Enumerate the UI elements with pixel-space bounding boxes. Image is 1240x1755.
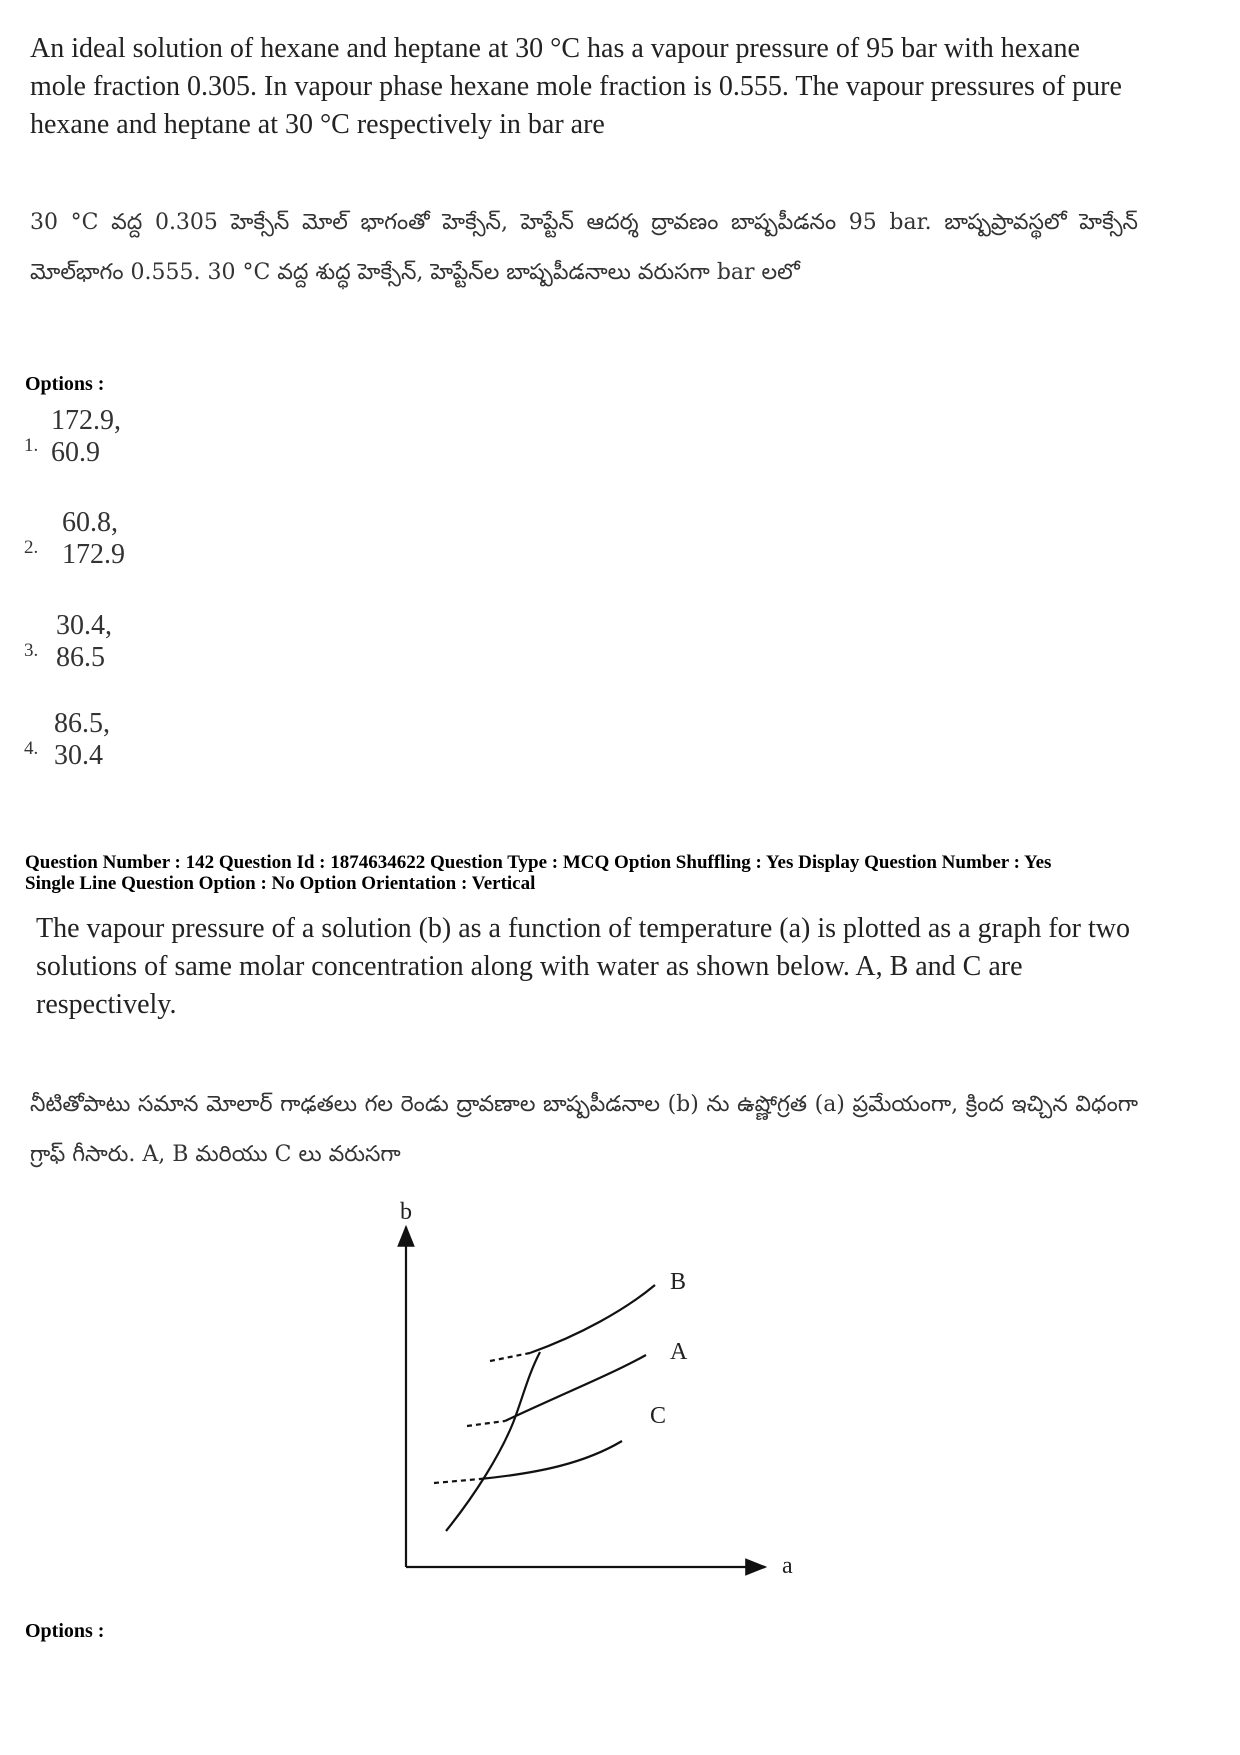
curve-label-c: C [650, 1403, 667, 1429]
vapour-pressure-graph [380, 1195, 820, 1585]
curve-c-dashed-extension [434, 1479, 480, 1483]
x-axis-label: a [782, 1553, 793, 1579]
option-number: 2. [24, 537, 39, 558]
curve-a-dashed-extension [467, 1421, 505, 1426]
option-number: 4. [24, 738, 39, 759]
meta-line-2: Single Line Question Option : No Option Orientation : Vertical [25, 873, 536, 894]
option-number: 3. [24, 640, 39, 661]
option-value: 30.4, 86.5 [56, 610, 112, 673]
curve-label-b: B [670, 1269, 687, 1295]
question-141-text-te: 30 °C వద్ద 0.305 హెక్సేన్ మోల్ భాగంతో హెక్సేన్, హెప్టేన్ ఆదర్శ ద్రావణం బాష్పపీడనం 95 bar. బాష్పప్రావస్థలో హెక్సేన్ మోల్‌భాగం 0.555. 30 °C వద్ద శుద్ధ హెక్సేన్, హెప్టేన్‌ల బాష్పపీడనాలు వరుసగా bar లలో [30, 210, 1138, 285]
option-number: 1. [24, 435, 39, 456]
option-value: 86.5, 30.4 [54, 708, 110, 771]
question-141-text-en: An ideal solution of hexane and heptane at 30 °C has a vapour pressure of 95 bar with hexane mole fraction 0.305. In vapour phase hexane mole fraction is 0.555. The vapour pressures of pure hexane and heptane at 30 °C respectively in bar are [30, 33, 1122, 140]
options-label-142: Options : [25, 1620, 105, 1642]
options-label-141: Options : [25, 373, 105, 395]
option-value: 172.9, 60.9 [51, 405, 121, 468]
option-value: 60.8, 172.9 [62, 507, 125, 570]
y-axis-label: b [400, 1199, 412, 1225]
question-142-meta [25, 852, 1225, 894]
question-142-text-en: The vapour pressure of a solution (b) as a function of temperature (a) is plotted as a graph for two solutions of same molar concentration along with water as shown below. A, B and C are respectively. [36, 913, 1130, 1020]
question-142-text-te: నీటితోపాటు సమాన మోలార్ గాఢతలు గల రెండు ద్రావణాల బాష్పపీడనాల (b) ను ఉష్ణోగ్రత (a) ప్రమేయంగా, క్రింద ఇచ్చిన విధంగా గ్రాఫ్ గీసారు. A, B మరియు C లు వరుసగా [30, 1092, 1138, 1167]
curve-b-dashed-extension [490, 1353, 530, 1361]
curve-b [530, 1285, 655, 1353]
curve-label-a: A [670, 1339, 688, 1365]
meta-line-1: Question Number : 142 Question Id : 1874634622 Question Type : MCQ Option Shuffling : Yes Display Question Number : Yes [25, 852, 1052, 873]
water-curve [446, 1352, 540, 1531]
